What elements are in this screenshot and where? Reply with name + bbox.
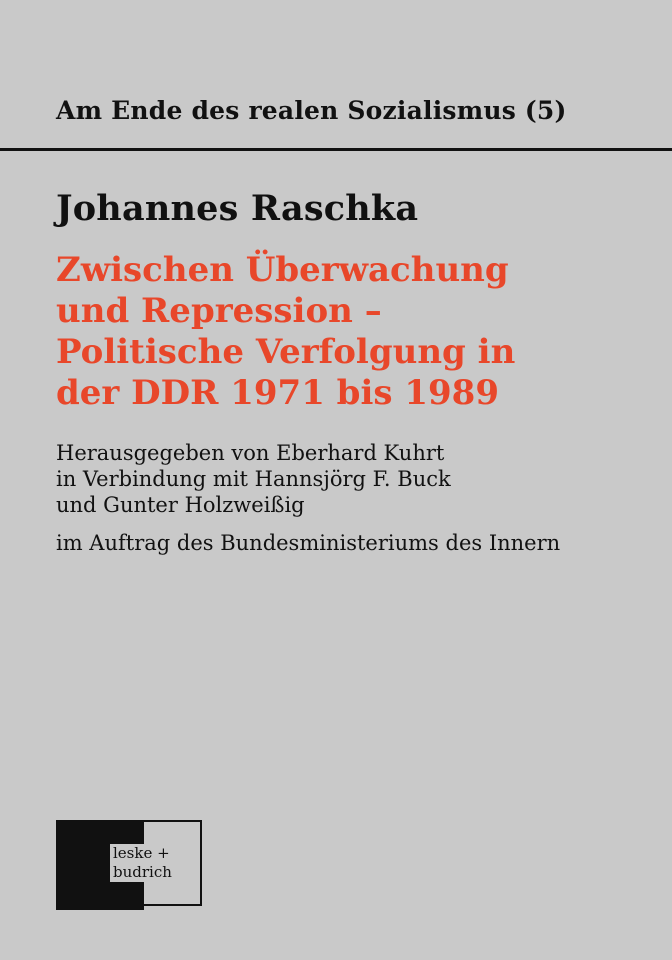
book-title-line-2: und Repression – [56, 291, 382, 331]
publisher-name-line-2: budrich [113, 863, 172, 881]
series-title: Am Ende des realen Sozialismus (5) [56, 96, 567, 125]
book-title-line-4: der DDR 1971 bis 1989 [56, 373, 499, 413]
publisher-logo [56, 820, 206, 910]
commissioning-body: im Auftrag des Bundesministeriums des Innern [56, 531, 561, 555]
author-name: Johannes Raschka [56, 188, 419, 229]
header-divider [0, 148, 672, 151]
book-title-line-1: Zwischen Überwachung [56, 250, 509, 290]
editors-line-2: in Verbindung mit Hannsjörg F. Buck [56, 467, 451, 491]
publisher-name [110, 844, 175, 882]
publisher-name-line-1: leske + [113, 844, 170, 862]
editors-line-3: und Gunter Holzweißig [56, 493, 305, 517]
book-title-line-3: Politische Verfolgung in [56, 332, 516, 372]
editors-line-1: Herausgegeben von Eberhard Kuhrt [56, 441, 445, 465]
editors-block [56, 440, 636, 518]
book-title [56, 250, 636, 414]
